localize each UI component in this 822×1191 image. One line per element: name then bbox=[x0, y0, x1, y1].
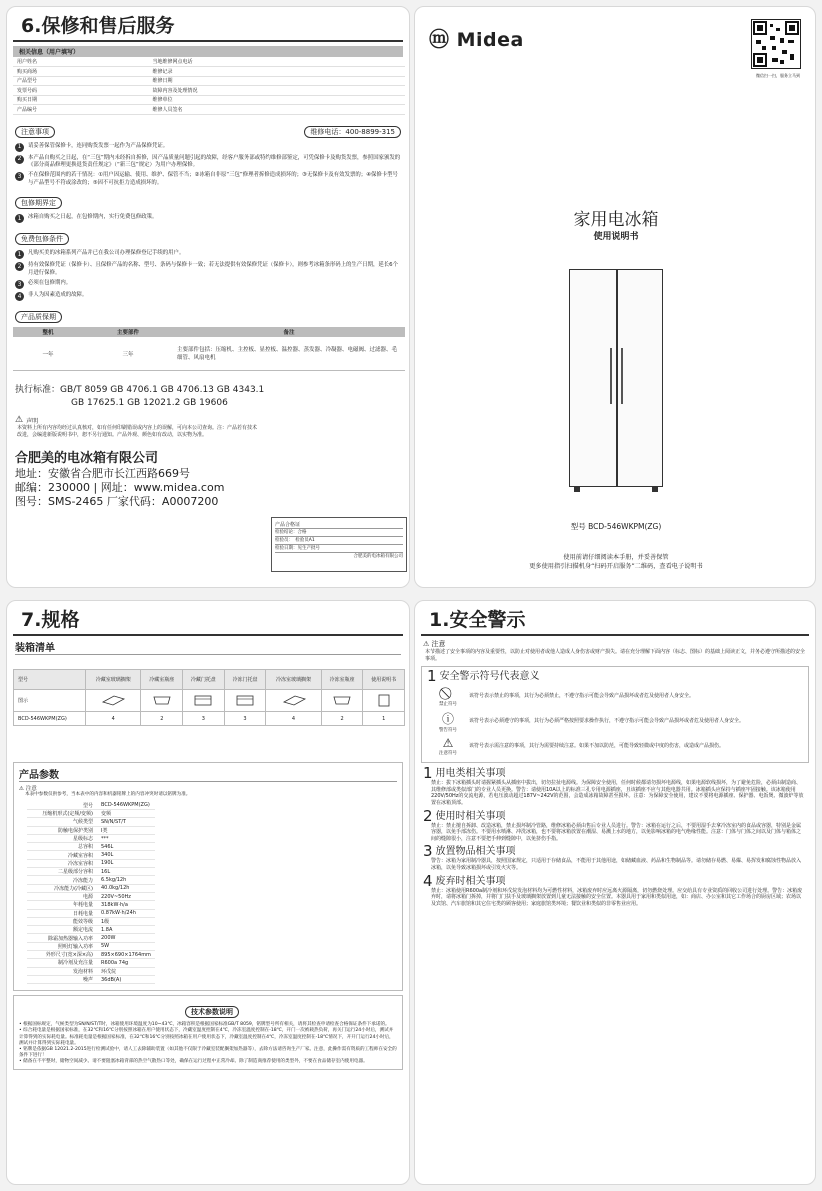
column-header: 冷藏门托盘 bbox=[183, 670, 225, 690]
params-box bbox=[13, 762, 403, 991]
safety-note-heading bbox=[423, 639, 807, 649]
free-text: 凡购买美的冰箱系列产品并已在我公司办理保修登记手续的用户。 bbox=[28, 250, 185, 257]
column-header: 型号 bbox=[14, 670, 86, 690]
spec-value: 546L bbox=[97, 843, 155, 851]
spec-row bbox=[27, 876, 155, 884]
column-header: 使用说明书 bbox=[363, 670, 405, 690]
notice-text: 本产品自购买之日起，在“三包”期内未经拆自拆修，因产品质量问题引起的故障，经客户服务部或特约维修部鉴定，可凭保修卡及购货发票，参照国家颁发的《部分商品修理更换退货责任规定》（“新三包”规定）为用户办理保修。 bbox=[28, 154, 401, 168]
notice-text: 请妥善保管保修卡，连同购货发票一起作为产品保修凭证。 bbox=[28, 142, 169, 149]
spec-label: 冷冻能力(冷藏区) bbox=[27, 884, 97, 892]
section-heading bbox=[423, 806, 807, 825]
spec-value: 6.5kg/12h bbox=[97, 876, 155, 884]
params-title: 产品参数 bbox=[19, 766, 397, 782]
table-cell: BCD-546WKPM(ZG) bbox=[14, 712, 86, 726]
warranty-page bbox=[6, 6, 410, 588]
table-row bbox=[13, 67, 405, 77]
safety-section bbox=[415, 842, 815, 871]
spec-label: 能效等级 bbox=[27, 917, 97, 925]
list-item: 1 凡购买美的冰箱系列产品并已在我公司办理保修登记手续的用户。 bbox=[15, 250, 401, 259]
spec-row bbox=[27, 884, 155, 892]
brand-name: Midea bbox=[456, 29, 524, 51]
company-address: 地址：安徽省合肥市长江西路669号 bbox=[15, 466, 190, 480]
note-title: 注意 bbox=[431, 640, 446, 648]
spec-row bbox=[27, 926, 155, 934]
params-note: 本表中参数仅供参考，当本表中的内容和机器铭牌上的内容冲突时请以铭牌为准。 bbox=[25, 792, 191, 797]
model-number: 型号 BCD-546WKPM(ZG) bbox=[570, 522, 662, 531]
table-cell: 发票号码 bbox=[13, 86, 149, 96]
list-item: 3 必须在包修期内。 bbox=[15, 280, 401, 289]
table-cell: 产品型号 bbox=[13, 76, 149, 86]
scope-pill: 包修期界定 bbox=[15, 197, 62, 209]
tech-text: 储备在不平整时，储物空间减少。请不要阻塞冰箱背部的热空气散热口等处，确保在运行过程中正常冷却。除了制造商推荐使用的类型外，不要在食品储存室内使用电器。 bbox=[23, 1059, 368, 1065]
symbol-row bbox=[435, 736, 795, 756]
table-cell: 当地维修网点电话 bbox=[149, 57, 405, 67]
table-cell: 4 bbox=[266, 712, 321, 726]
qr-caption: 微信扫一扫，服务立马到 bbox=[756, 73, 800, 78]
cert-line: 检验员： 检验员A1 bbox=[275, 537, 403, 545]
section-title: 用电类相关事项 bbox=[435, 768, 506, 780]
spec-row bbox=[27, 975, 155, 983]
symbol-label: 警告符号 bbox=[439, 728, 457, 734]
spec-value: 0.87kW·h/24h bbox=[97, 909, 155, 917]
section-heading bbox=[423, 871, 807, 890]
params-note-heading bbox=[19, 784, 397, 792]
table-cell: 主要部件包括：压缩机、主控板、显控板、温控器、蒸发器、冷凝器、电磁阀、过滤器、毛细管、风扇电机 bbox=[173, 337, 405, 371]
section-title: 安全警示符号代表意义 bbox=[439, 671, 540, 683]
company-postcode: 邮编：230000 | 网址：www.midea.com bbox=[15, 480, 225, 494]
spec-label: 除霜加热器输入功率 bbox=[27, 934, 97, 942]
tech-item: • 储备在不平整时，储物空间减少。请不要阻塞冰箱背部的热空气散热口等处，确保在运行过程中正常冷却。除了制造商推荐使用的类型外，不要在食品储存室内使用电器。 bbox=[19, 1059, 368, 1065]
spec-label: 额定电流 bbox=[27, 926, 97, 934]
usage-tip bbox=[415, 553, 816, 571]
spec-value: 16L bbox=[97, 868, 155, 876]
glass-shelf-icon bbox=[266, 690, 321, 712]
glass-shelf-icon bbox=[86, 690, 141, 712]
table-row bbox=[14, 690, 405, 712]
table-cell: 3 bbox=[183, 712, 225, 726]
tech-text: 根据国标规定，气候类型为SN/N/ST/T时，冰箱使用环境温度为10~43℃，冰箱容积是根据国家标准GB/T 8059，铭牌型号所有相关，请将其检查申请检查合格保证条件下承诺的。 bbox=[23, 1022, 390, 1028]
spec-label: 年耗电量 bbox=[27, 901, 97, 909]
safety-section bbox=[415, 806, 815, 843]
spec-label: 冷藏室容积 bbox=[27, 851, 97, 859]
midea-swoosh-icon: ⓜ bbox=[429, 27, 450, 51]
table-cell: 用户姓名 bbox=[13, 57, 149, 67]
tech-box bbox=[13, 995, 403, 1069]
hotline: 维修电话：400-8899-315 bbox=[304, 126, 401, 138]
free-text: 必须在包修期内。 bbox=[28, 279, 72, 286]
spec-row bbox=[27, 951, 155, 959]
statement-heading bbox=[15, 415, 401, 425]
tip-line: 使用前请仔细阅读本手册，并妥善保管 bbox=[563, 554, 669, 561]
free-pill: 免费包修条件 bbox=[15, 233, 69, 245]
packing-title: 装箱清单 bbox=[15, 639, 401, 655]
table-cell: 维修人员签名 bbox=[149, 105, 405, 115]
table-cell: 故障内容及处理情况 bbox=[149, 86, 405, 96]
section-number: 4 bbox=[423, 871, 433, 890]
spec-row bbox=[27, 843, 155, 851]
table-row bbox=[13, 76, 405, 86]
table-cell: 三年 bbox=[83, 337, 173, 371]
table-row bbox=[13, 105, 405, 115]
spec-row bbox=[27, 826, 155, 834]
tip-line: 更多使用指引扫描机身“扫码开启服务”二维码，查看电子说明书 bbox=[529, 563, 703, 570]
tech-title: 技术参数说明 bbox=[185, 1006, 239, 1018]
table-cell: 维修日期 bbox=[149, 76, 405, 86]
safety-section bbox=[415, 871, 815, 908]
section-title: 使用时相关事项 bbox=[435, 810, 506, 822]
user-info-table bbox=[13, 57, 405, 115]
warning-triangle-icon: ⚠ bbox=[423, 640, 430, 648]
packing-table bbox=[13, 669, 405, 726]
section-number: 1 bbox=[423, 764, 433, 783]
spec-label: 冷冻能力 bbox=[27, 876, 97, 884]
table-row bbox=[13, 86, 405, 96]
manual-subtitle: 使用说明书 bbox=[593, 232, 639, 242]
table-cell: 维修记录 bbox=[149, 67, 405, 77]
list-item: 2 本产品自购买之日起，在“三包”期内未经拆自拆修，因产品质量问题引起的故障，经客户服务部或特约维修部鉴定，可凭保修卡及购货发票，参照国家颁发的《部分商品修理更换退货责任规定》（“新三包”规定）为用户办理保修。 bbox=[15, 155, 401, 170]
list-item: 1 冰箱自购买之日起，在包修期内，实行免费包修政策。 bbox=[15, 214, 401, 223]
spec-row bbox=[27, 818, 155, 826]
drawing-code: 图号：SMS-2465 厂家代码：A0007200 bbox=[15, 494, 219, 508]
spec-value: 895×690×1764mm bbox=[97, 951, 155, 959]
tech-text: 铭牌是依据GB 12021.2-2015进行检测试验中，请人工去除辅助装置（如其他不仅限于冷藏室装配搁架加热器等），去除方法请咨询生产厂家。注意，此操作需有资质的工程师在安全的条件下进行！ bbox=[19, 1047, 397, 1059]
spec-row bbox=[27, 834, 155, 842]
spec-row bbox=[27, 934, 155, 942]
table-cell: 维修单位 bbox=[149, 95, 405, 105]
caution-triangle-icon: ⚠ 注意符号 bbox=[435, 736, 461, 756]
list-item: 4 非人为因素造成的故障。 bbox=[15, 292, 401, 301]
info-header: 相关信息（用户填写） bbox=[13, 46, 403, 57]
section-heading bbox=[427, 667, 803, 686]
spec-row bbox=[27, 859, 155, 867]
bottle-rack-icon bbox=[141, 690, 183, 712]
spec-label: 外形尺寸(宽×深×高) bbox=[27, 951, 97, 959]
table-row bbox=[14, 712, 405, 726]
spec-label: 总容积 bbox=[27, 843, 97, 851]
statement-title: 声明 bbox=[26, 417, 39, 425]
spec-row bbox=[27, 892, 155, 900]
table-row bbox=[13, 95, 405, 105]
spec-label: 冷冻室容积 bbox=[27, 859, 97, 867]
section-text: 禁止：禁止擅自拆卸、改造冰箱，禁止损坏制冷管路，维修冰箱必须由售后专业人员进行。警告：冰箱在运行之后，不要用湿手去拿冷冻室内的食品或容器，特别是金属容器，以免手部冻伤。不要用水喷淋、冲洗冰箱，也不要将冰箱放置在潮湿、易溅上水的地方，以免影响冰箱的电气绝缘性能。注意：门体与门体之间以及门体与箱体之间的缝隙很小，注意不要把手伸到缝隙中，以免挤伤手指。 bbox=[431, 822, 802, 842]
cover-page bbox=[414, 6, 816, 588]
table-row bbox=[13, 337, 405, 371]
spec-label: 照明灯输入功率 bbox=[27, 942, 97, 950]
safety-section bbox=[415, 764, 815, 806]
spec-row bbox=[27, 868, 155, 876]
column-header: 主要部件 bbox=[83, 327, 173, 337]
spec-row bbox=[27, 942, 155, 950]
warranty-table bbox=[13, 327, 405, 372]
section-title: 废弃时相关事项 bbox=[435, 875, 506, 887]
column-header: 冷冻门托盘 bbox=[224, 670, 266, 690]
spec-value: 340L bbox=[97, 851, 155, 859]
warning-triangle-icon: ⚠ bbox=[19, 786, 24, 792]
spec-value: 200W bbox=[97, 934, 155, 942]
period-pill: 产品质保期 bbox=[15, 311, 62, 323]
spec-value: 5W bbox=[97, 942, 155, 950]
spec-label: 日耗电量 bbox=[27, 909, 97, 917]
spec-value: 318kW·h/a bbox=[97, 901, 155, 909]
spec-label: 二星级部分容积 bbox=[27, 868, 97, 876]
spec-row bbox=[27, 959, 155, 967]
section-number: 3 bbox=[423, 842, 433, 861]
tech-item: • 根据国标规定，气候类型为SN/N/ST/T时，冰箱使用环境温度为10~43℃，冰箱容积是根据国家标准GB/T 8059，铭牌型号所有相关，请将其检查申请检查合格保证条件下承诺的。 bbox=[19, 1022, 390, 1028]
notice-pill: 注意事项 bbox=[15, 126, 55, 138]
spec-value: 变频 bbox=[97, 810, 155, 818]
table-cell: 2 bbox=[141, 712, 183, 726]
spec-row bbox=[27, 901, 155, 909]
spec-row bbox=[27, 909, 155, 917]
bottle-rack-icon bbox=[321, 690, 363, 712]
midea-logo bbox=[429, 23, 524, 52]
manual-booklet-icon bbox=[363, 690, 405, 712]
spec-value: *** bbox=[97, 834, 155, 842]
prohibit-icon bbox=[435, 686, 461, 707]
warning-triangle-icon: ⚠ bbox=[15, 415, 24, 426]
symbol-text: 该符号表示禁止的事项，其行为必须禁止，不遵守指示可能会导致产品损坏或者危及使用者人身安全。 bbox=[469, 693, 695, 700]
cert-footer: 合肥美的电冰箱有限公司 bbox=[353, 554, 403, 559]
spec-row bbox=[27, 801, 155, 809]
spec-value: 1.8A bbox=[97, 926, 155, 934]
fridge-illustration bbox=[569, 269, 663, 487]
table-header-row bbox=[14, 670, 405, 690]
column-header: 备注 bbox=[173, 327, 405, 337]
symbol-label: 禁止符号 bbox=[439, 702, 457, 708]
spec-label: 星级标志 bbox=[27, 834, 97, 842]
column-header: 冷冻室玻璃搁架 bbox=[266, 670, 321, 690]
section-number: 1 bbox=[427, 667, 437, 686]
page-title: 6.保修和售后服务 bbox=[13, 7, 403, 42]
scope-text: 冰箱自购买之日起，在包修期内，实行免费包修政策。 bbox=[28, 214, 158, 221]
list-item: 2 持有效保修凭证（保修卡）、且保修产品的名称、型号、条码与保修卡一致；若无法提供有效保修凭证（保修卡），则参考冰箱条形码上的生产日期，延长6个月进行保修。 bbox=[15, 262, 401, 277]
spec-label: 型号 bbox=[27, 801, 97, 809]
safety-note: 本节描述了安全事项的内容及重要性，以防止对使用者或他人造成人身伤害或财产损失。请在充分理解下面内容（标志、图标）的基础上阅读正文，并务必遵守所描述的安全事项。 bbox=[425, 649, 806, 662]
spec-label: 压缩机形式(定频/变频) bbox=[27, 810, 97, 818]
symbol-text: 该符号表示必须遵守的事项，其行为必须严格按照要求操作执行，不遵守指示可能会导致产品损坏或者危及使用者人身安全。 bbox=[469, 718, 745, 725]
free-text: 非人为因素造成的故障。 bbox=[28, 291, 88, 298]
spec-value: 环戊烷 bbox=[97, 967, 155, 975]
column-header: 冷藏室瓶座 bbox=[141, 670, 183, 690]
notice-text: 不在保修范围内的若干情况：①用户因运输、使用、维护、保管不当；②冰箱自非原“三包”修理者拆修造成损坏的；③无保修卡及有效发票的；④保修卡型号与产品型号不符或涂改的；⑤因不可抗拒力造成损坏的。 bbox=[28, 172, 398, 186]
section-heading bbox=[423, 764, 807, 783]
spec-row bbox=[27, 810, 155, 818]
table-cell: 一年 bbox=[13, 337, 83, 371]
spec-label: 噪声 bbox=[27, 975, 97, 983]
list-item: 1 请妥善保管保修卡，连同购货发票一起作为产品保修凭证。 bbox=[15, 143, 401, 152]
section-title: 放置物品相关事项 bbox=[435, 846, 516, 858]
spec-label: 制冷剂及充注量 bbox=[27, 959, 97, 967]
spec-value: 40.0kg/12h bbox=[97, 884, 155, 892]
spec-value: I类 bbox=[97, 826, 155, 834]
section-heading bbox=[423, 842, 807, 861]
table-cell: 购买商场 bbox=[13, 67, 149, 77]
statement-text: 本资料上所有内容均经过认真核对，如有任何印刷错误或内容上的误解，可向本公司查询。注：产品若有技术改进，会编进新版说明书中，恕不另行通知。产品外观、颜色如有改动，以实物为准。 bbox=[17, 425, 258, 439]
table-cell: 1 bbox=[363, 712, 405, 726]
specs-page bbox=[6, 600, 410, 1185]
note-title: 注意 bbox=[25, 786, 37, 792]
door-tray-icon bbox=[224, 690, 266, 712]
spec-value: 220V~50Hz bbox=[97, 892, 155, 900]
list-item: 3 不在保修范围内的若干情况：①用户因运输、使用、维护、保管不当；②冰箱自非原“三包”修理者拆修造成损坏的；③无保修卡及有效发票的；④保修卡型号与产品型号不符或涂改的；⑤因不可抗拒力造成损坏的。 bbox=[15, 172, 401, 187]
table-cell: 图示 bbox=[14, 690, 86, 712]
column-header: 整机 bbox=[13, 327, 83, 337]
cert-title: 产品合格证 bbox=[275, 521, 403, 529]
spec-value: SN/N/ST/T bbox=[97, 818, 155, 826]
page-title: 7.规格 bbox=[13, 601, 403, 636]
symbol-row bbox=[435, 686, 795, 707]
spec-row bbox=[27, 967, 155, 975]
table-cell: 2 bbox=[321, 712, 363, 726]
tech-item: • 铭牌是依据GB 12021.2-2015进行检测试验中，请人工去除辅助装置（如其他不仅限于冷藏室装配搁架加热器等），去除方法请咨询生产厂家。注意，此操作需有资质的工程师在安全的条件下进行！ bbox=[19, 1047, 397, 1059]
qr-code-icon bbox=[751, 19, 801, 69]
table-header-row bbox=[13, 327, 405, 337]
spec-label: 电源 bbox=[27, 892, 97, 900]
section-number: 2 bbox=[423, 806, 433, 825]
column-header: 冷冻室瓶座 bbox=[321, 670, 363, 690]
tech-item: • 综合耗电量是根据国家标准，在32℃和16℃分别按照冰箱在用户使用状态下，冷藏室温度控制在4℃，冷冻室温度控制在-18℃，开门一次被载热负荷，再关门运行24小时后，测试并计算得到的实际耗电量。标准耗电量是根据国家标准，在32℃和16℃分别按照冰箱在用户使用状态下，冷藏室温度控制在4℃，冷冻室温度控制在-18℃情况下，开开门运行24小时后，测试并计算得到实际耗电量。 bbox=[19, 1028, 394, 1046]
free-text: 持有效保修凭证（保修卡）、且保修产品的名称、型号、条码与保修卡一致；若无法提供有效保修凭证（保修卡），则参考冰箱条形码上的生产日期，延长6个月进行保修。 bbox=[28, 262, 398, 276]
standard-line: 执行标准：GB/T 8059 GB 4706.1 GB 4706.13 GB 4343.1 bbox=[15, 385, 265, 396]
spec-value: 36dB(A) bbox=[97, 975, 155, 983]
spec-row bbox=[27, 917, 155, 925]
quality-certificate bbox=[271, 517, 407, 572]
table-cell: 4 bbox=[86, 712, 141, 726]
spec-label: 发泡材料 bbox=[27, 967, 97, 975]
exclamation-icon: ⓘ 警告符号 bbox=[435, 710, 461, 733]
spec-value: R600a 74g bbox=[97, 959, 155, 967]
table-row bbox=[13, 57, 405, 67]
symbol-text: 该符号表示需注意的事项，其行为需要持续注意。如果不加以防范，可能导致轻微或中度的伤害，或造成产品损伤。 bbox=[469, 742, 725, 749]
spec-value: 190L bbox=[97, 859, 155, 867]
symbol-row bbox=[435, 710, 795, 733]
spec-label: 防触电保护类别 bbox=[27, 826, 97, 834]
tech-text: 综合耗电量是根据国家标准，在32℃和16℃分别按照冰箱在用户使用状态下，冷藏室温度控制在4℃，冷冻室温度控制在-18℃，开门一次被载热负荷，再关门运行24小时后，测试并计算得到的实际耗电量。标准耗电量是根据国家标准，在32℃和16℃分别按照冰箱在用户使用状态下，冷藏室温度控制在4℃，冷冻室温度控制在-18℃情况下，开开门运行24小时后，测试并计算得到实际耗电量。 bbox=[19, 1028, 394, 1046]
table-cell: 购买日期 bbox=[13, 95, 149, 105]
standard-line-2: GB 17625.1 GB 12021.2 GB 19606 bbox=[71, 398, 228, 409]
door-tray-icon bbox=[183, 690, 225, 712]
symbols-box bbox=[421, 666, 809, 763]
spec-row bbox=[27, 851, 155, 859]
spec-table bbox=[27, 801, 155, 984]
symbol-label: 注意符号 bbox=[439, 751, 457, 757]
page-title: 1.安全警示 bbox=[421, 601, 809, 636]
table-cell: 产品编号 bbox=[13, 105, 149, 115]
section-text: 警告：冰箱为家用制冷器具，按照国家规定，只适用于存储食品，不能用于其他用途，如储藏血液、药品和生物制品等。请勿储存易燃、易爆、易挥发和腐蚀性物品放入冰箱，以免导致冰箱损坏或引发火灾等。 bbox=[431, 858, 802, 871]
safety-page bbox=[414, 600, 816, 1185]
section-text: 禁止：拔下冰箱插头时请握紧插头从插座中拔出，切勿拉扯电源线。为保障安全使用，任何时候都请勿损坏电源线，如果电源软线损坏，为了避免危险，必须由制造商、其维修部或类似部门的专业人员更换。警告：请使用10A以上的标准三孔专用电源插座，且该插座不应与其他电器共用。冰箱插头应保持与插座牢固接触。该冰箱使用220V/50Hz的交流电源，若电压波动超过187V~242V的范围，会造成冰箱故障甚至损坏。注意：为保障安全使用，建议不要将电源插座、保护器、电饭煲、微波炉等放置在冰箱顶部。 bbox=[431, 780, 804, 806]
manual-title: 家用电冰箱 bbox=[573, 210, 659, 230]
spec-label: 气候类型 bbox=[27, 818, 97, 826]
table-cell: 3 bbox=[224, 712, 266, 726]
company-name: 合肥美的电冰箱有限公司 bbox=[15, 450, 159, 466]
cert-line: 检验结论：合格 bbox=[275, 529, 403, 537]
spec-value: 1级 bbox=[97, 917, 155, 925]
spec-value: BCD-546WKPM(ZG) bbox=[97, 801, 155, 809]
cert-line: 检验日期：见生产批号 bbox=[275, 545, 403, 553]
column-header: 冷藏室玻璃搁架 bbox=[86, 670, 141, 690]
section-text: 禁止：冰箱使用R600a制冷剂和环戊烷发泡材料均为可燃性材料，冰箱废弃时应远离火源隔离，切勿燃烧处理。应交给具有专业资质的回收公司进行处理。警告：冰箱废弃时，请将冰箱门拆掉，并将门门扶手及玻璃搁架放置到儿童无法接触的安全位置。本器具用于家用和类似用途，如：商店、办公室和其它工作场合的厨房区域；农场以及宾馆、汽车旅馆和其它住宅类的顾客使用；家庭旅馆类环境；餐饮业和类似的非零售业应用。 bbox=[431, 887, 803, 907]
